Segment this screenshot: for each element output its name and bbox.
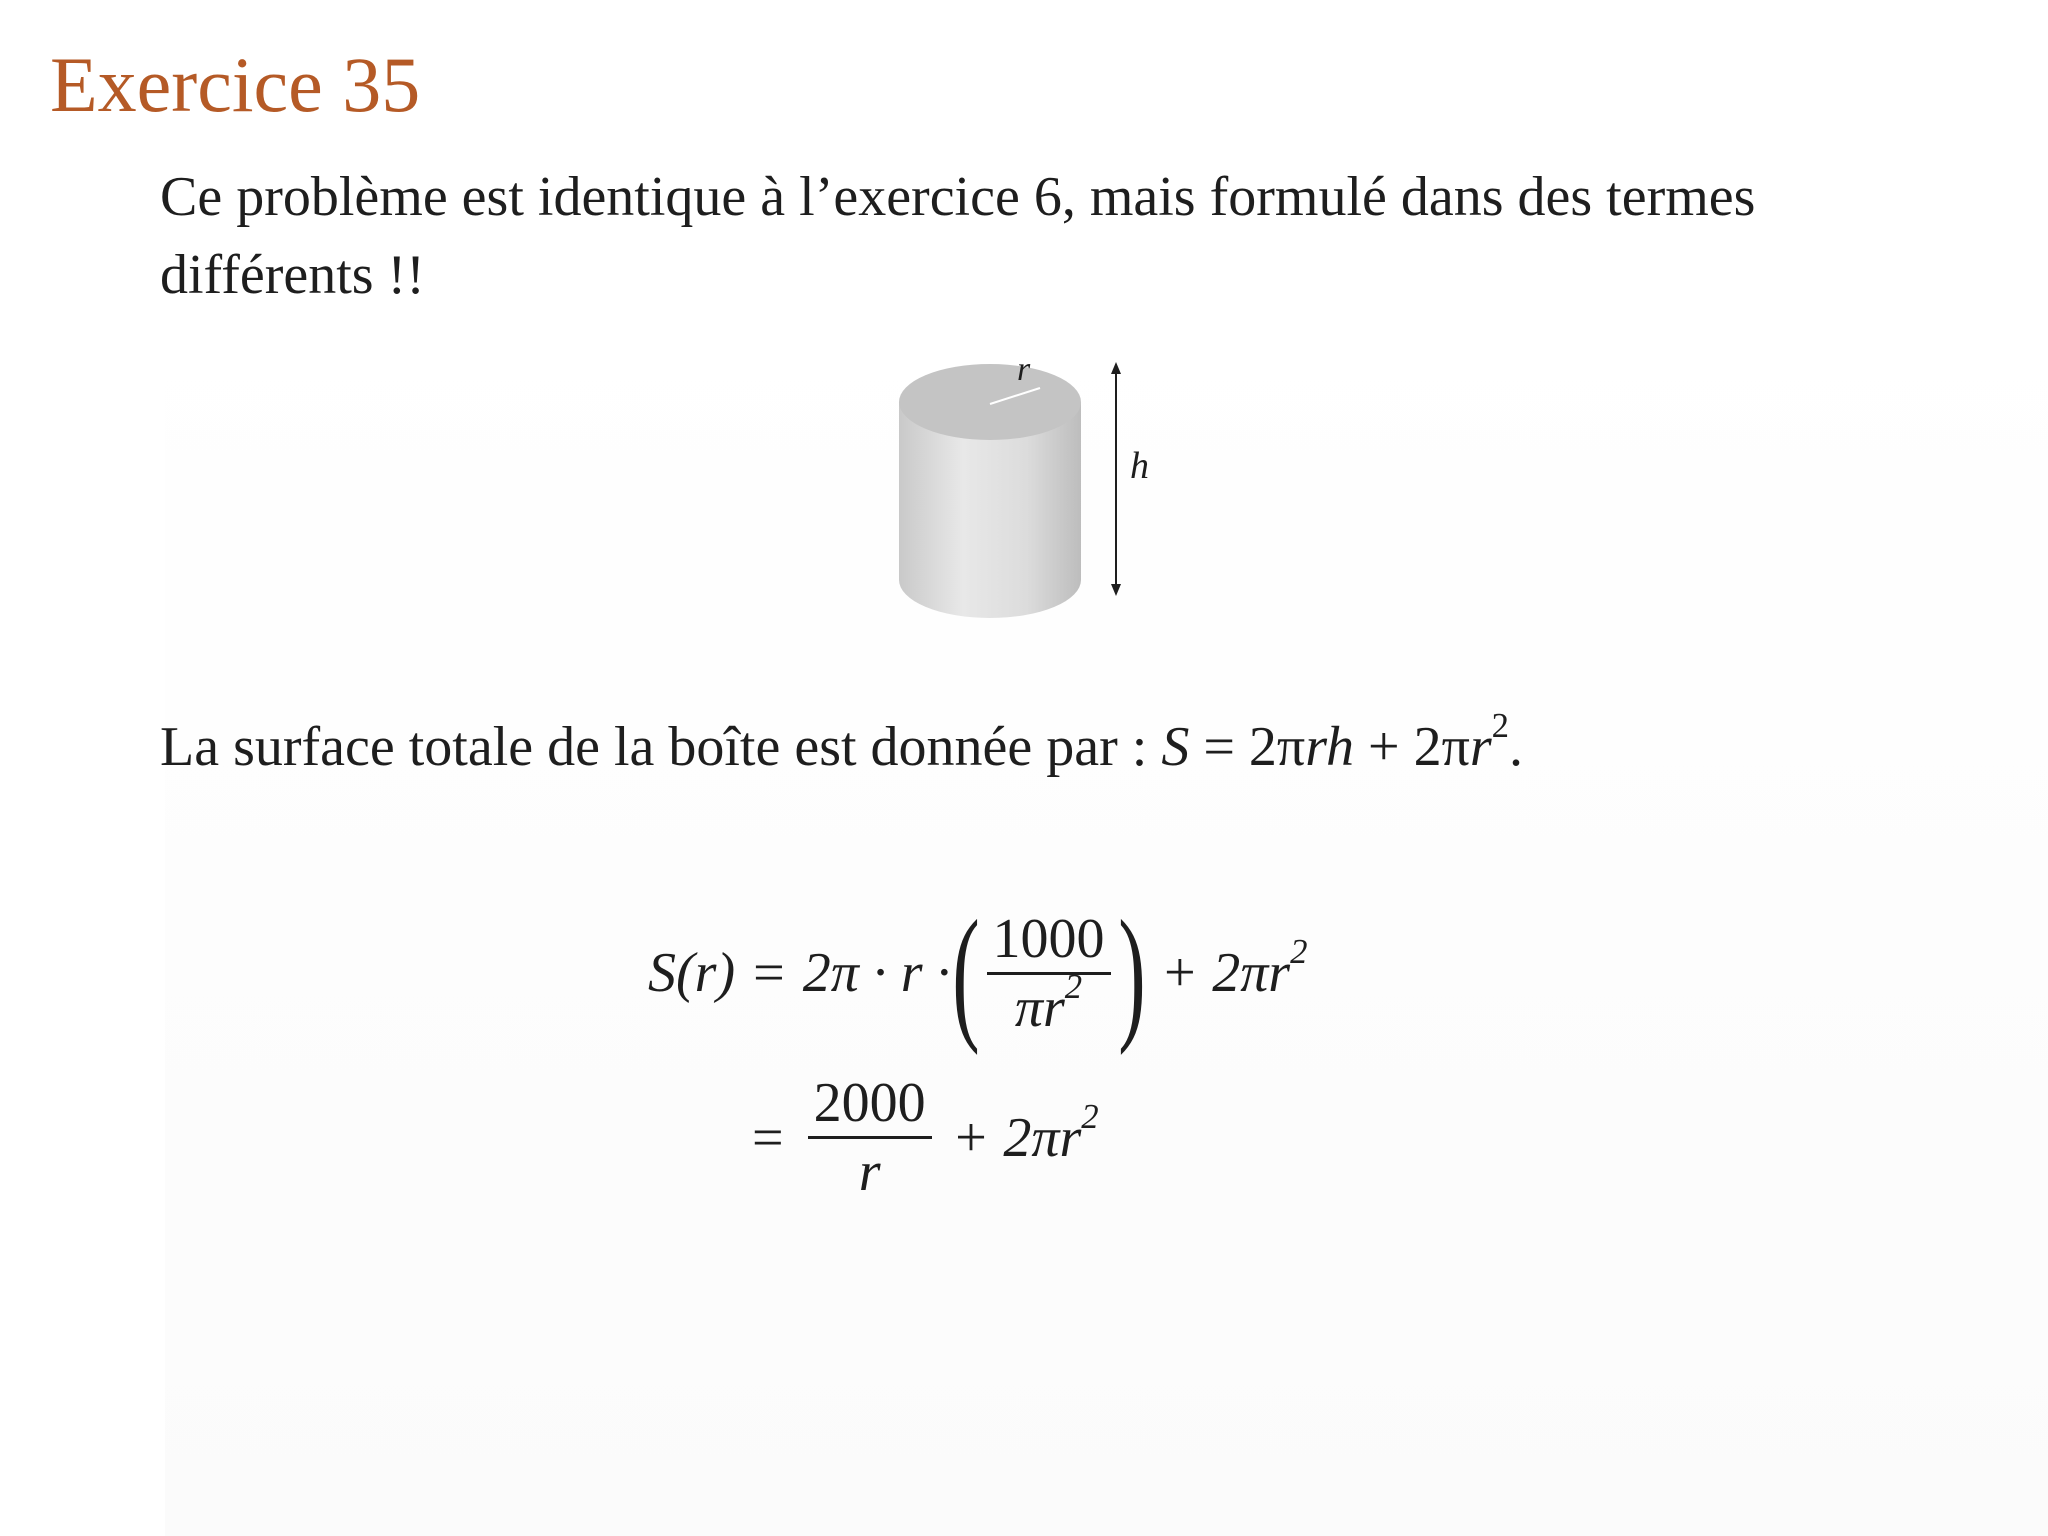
surface-text: La surface totale de la boîte est donnée par : — [160, 716, 1148, 778]
eq2-denominator: r — [808, 1136, 932, 1205]
eq2-fraction — [808, 1070, 932, 1205]
eq1-prefix: 2π · r · — [802, 942, 951, 1004]
eq2-numerator: 2000 — [813, 1072, 926, 1134]
eq2-equals: = — [752, 1106, 784, 1169]
height-label: h — [1130, 445, 1149, 487]
radius-label: r — [1017, 351, 1031, 388]
cylinder-shape — [899, 364, 1081, 618]
equation-line-2 — [752, 1070, 1099, 1205]
eq1-lhs: S(r) — [648, 942, 736, 1004]
eq1-equals: = — [753, 942, 785, 1004]
eq1-fraction — [987, 906, 1111, 1041]
eq1-suffix: + $2\pi r^2$ — [1160, 932, 1308, 1004]
intro-paragraph: Ce problème est identique à l’exercice 6, mais formulé dans des termes différents !! — [160, 166, 1756, 306]
eq2-suffix: + $2\pi r^2$ — [951, 1096, 1099, 1169]
eq1-denominator: $\pi r^2$ — [987, 972, 1111, 1041]
cylinder-figure — [880, 350, 1180, 640]
surface-formula: $S = 2\pi rh + 2\pi r^2$. — [1161, 706, 1524, 778]
left-paren: ( — [951, 890, 980, 1056]
eq1-numerator: 1000 — [992, 907, 1105, 970]
right-paren: ) — [1117, 890, 1146, 1056]
equation-line-1 — [648, 890, 1308, 1056]
surface-sentence — [160, 706, 1524, 782]
page-title: Exercice 35 — [50, 41, 421, 128]
height-arrow — [1111, 362, 1121, 596]
